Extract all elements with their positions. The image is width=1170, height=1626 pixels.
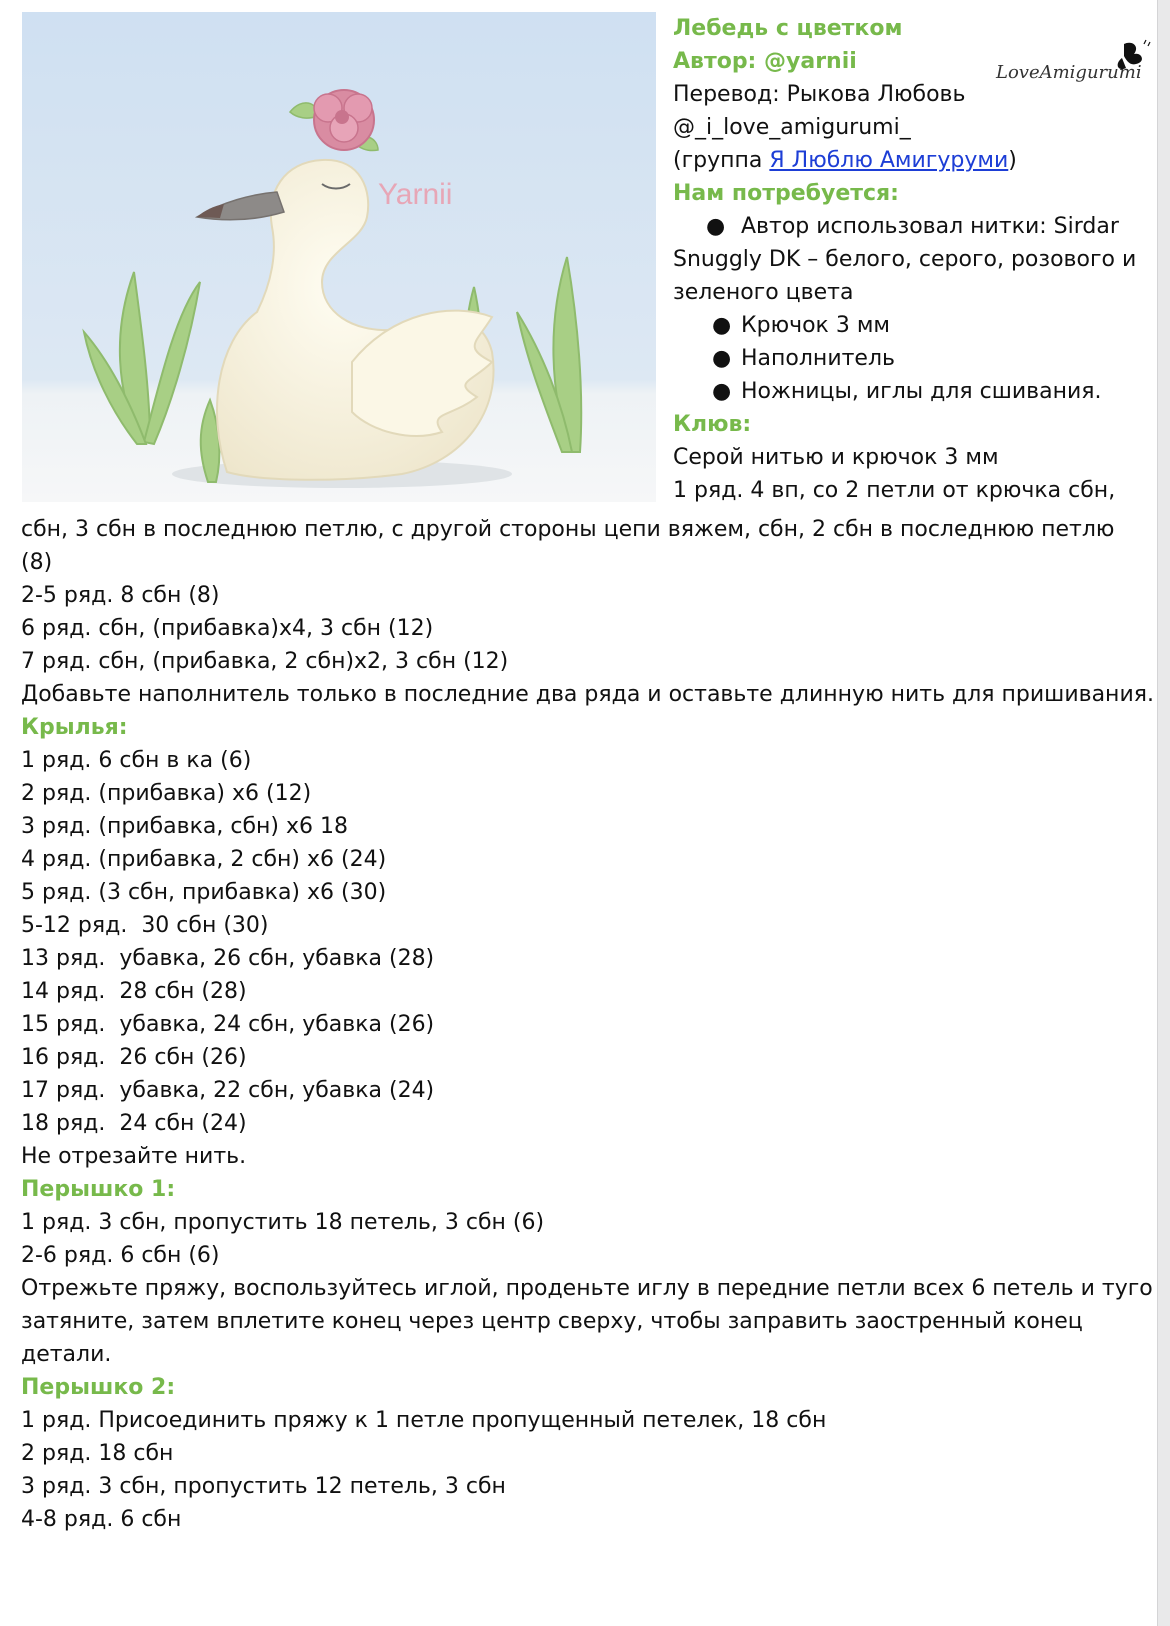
beak-row1-part2: сбн, 3 сбн в последнюю петлю, с другой стороны цепи вяжем, сбн, 2 сбн в последнюю петлю	[21, 517, 1115, 542]
swan-photo	[22, 12, 656, 502]
pattern-author: Автор: @yarnii	[673, 49, 857, 74]
materials-item-1: ● Автор использовал нитки: Sirdar Snuggly DK – белого, серого, розового и зеленого цвета	[673, 210, 1148, 309]
feather2-row: 4-8 ряд. 6 сбн	[21, 1507, 182, 1532]
feather1-note-line: затяните, затем вплетите конец через центр сверху, чтобы заправить заостренный конец	[21, 1309, 1083, 1334]
bullet-icon: ●	[712, 346, 732, 371]
translator-line: Перевод: Рыкова Любовь	[673, 82, 966, 107]
beak-row: 2-5 ряд. 8 сбн (8)	[21, 583, 220, 608]
bullet-icon: ●	[712, 379, 732, 404]
group-suffix: )	[1008, 148, 1017, 173]
feather2-row: 2 ряд. 18 сбн	[21, 1441, 174, 1466]
beak-row: 6 ряд. сбн, (прибавка)х4, 3 сбн (12)	[21, 616, 434, 641]
scrollbar-track[interactable]	[1157, 0, 1170, 1626]
header-block	[673, 12, 1148, 507]
wings-note: Не отрезайте нить.	[21, 1144, 247, 1169]
logo-text: LoveAmigurumi	[996, 62, 1142, 83]
wings-row: 15 ряд. убавка, 24 сбн, убавка (26)	[21, 1012, 435, 1037]
wings-row: 2 ряд. (прибавка) х6 (12)	[21, 781, 312, 806]
bullet-icon: ●	[712, 313, 732, 338]
beak-note: Добавьте наполнитель только в последние два ряда и оставьте длинную нить для пришивания.	[21, 682, 1154, 707]
materials-heading: Нам потребуется:	[673, 181, 899, 206]
pattern-body	[21, 513, 1154, 1536]
wings-row: 14 ряд. 28 сбн (28)	[21, 979, 247, 1004]
feather2-row: 3 ряд. 3 сбн, пропустить 12 петель, 3 сбн	[21, 1474, 506, 1499]
beak-row: 7 ряд. сбн, (прибавка, 2 сбн)х2, 3 сбн (12)	[21, 649, 509, 674]
wings-row: 4 ряд. (прибавка, 2 сбн) х6 (24)	[21, 847, 387, 872]
group-prefix: (группа	[673, 148, 770, 173]
beak-heading: Клюв:	[673, 412, 752, 437]
photo-watermark: Yarnii	[378, 178, 453, 211]
feather1-row: 1 ряд. 3 сбн, пропустить 18 петель, 3 сбн (6)	[21, 1210, 545, 1235]
wings-row: 3 ряд. (прибавка, сбн) х6 18	[21, 814, 349, 839]
bullet-icon: ●	[706, 214, 726, 239]
pattern-title: Лебедь с цветком	[673, 16, 903, 41]
wings-row: 17 ряд. убавка, 22 сбн, убавка (24)	[21, 1078, 435, 1103]
feather1-note-line: Отрежьте пряжу, воспользуйтесь иглой, проденьте иглу в передние петли всех 6 петель и туго	[21, 1276, 1153, 1301]
wings-row: 16 ряд. 26 сбн (26)	[21, 1045, 247, 1070]
beak-row1-part1: 1 ряд. 4 вп, со 2 петли от крючка сбн,	[673, 478, 1116, 503]
wings-row: 18 ряд. 24 сбн (24)	[21, 1111, 247, 1136]
wings-row: 5 ряд. (3 сбн, прибавка) х6 (30)	[21, 880, 387, 905]
wings-heading: Крылья:	[21, 715, 128, 740]
materials-item-2: ● Крючок 3 мм	[673, 309, 1148, 342]
feather1-heading: Перышко 1:	[21, 1177, 176, 1202]
translator-handle: @_i_love_amigurumi_	[673, 115, 911, 140]
beak-intro: Серой нитью и крючок 3 мм	[673, 445, 999, 470]
beak-row1-part3: (8)	[21, 550, 53, 575]
feather1-note-line: детали.	[21, 1342, 112, 1367]
materials-item-3: ● Наполнитель	[673, 342, 1148, 375]
group-link[interactable]: Я Люблю Амигуруми	[769, 148, 1009, 173]
feather2-row: 1 ряд. Присоединить пряжу к 1 петле пропущенный петелек, 18 сбн	[21, 1408, 827, 1433]
materials-item-4: ● Ножницы, иглы для сшивания.	[673, 375, 1148, 408]
wings-row: 5-12 ряд. 30 сбн (30)	[21, 913, 269, 938]
group-line	[673, 144, 1148, 177]
feather1-row: 2-6 ряд. 6 сбн (6)	[21, 1243, 220, 1268]
wings-row: 1 ряд. 6 сбн в ка (6)	[21, 748, 252, 773]
feather2-heading: Перышко 2:	[21, 1375, 176, 1400]
wings-row: 13 ряд. убавка, 26 сбн, убавка (28)	[21, 946, 435, 971]
